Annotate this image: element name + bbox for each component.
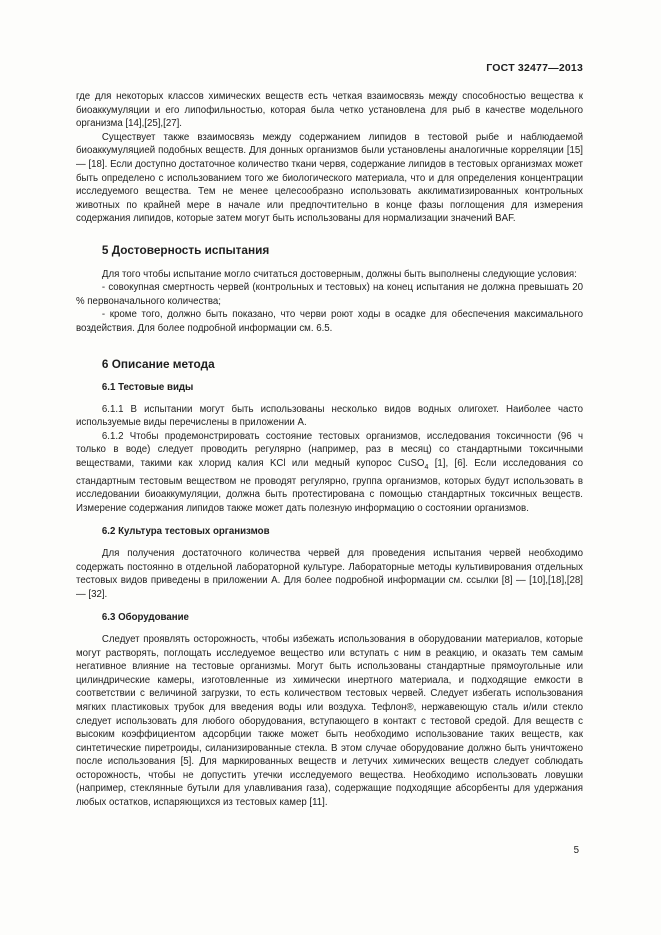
paragraph-6-3: Следует проявлять осторожность, чтобы избежать использования в оборудовании материалов, которые могут растворять, поглощать исследуемое вещество или вступать с ним в реакцию, и оказать тем самым негативное влияние на тестовые организмы. Могут быть использованы стандартные прямоугольные или цилиндрические камеры, изготовленные из химически инертного материала, и подходящие емкости в соответствии с величиной загрузки, то есть количеством тестовых червей. Следует избегать использования мягких пластиковых трубок для введения воды или воздуха. Тефлон®, нержавеющую сталь и/или стекло следует использовать для любого оборудования, вступающего в контакт с тестовой средой. Для веществ с высоким коэффициентом адсорбции также может быть необходимо использование таких веществ, как синтетические пиретроиды, силанизированные стекла. В этом случае оборудование должно быть уничтожено после использования [5]. Для маркированных веществ и летучих химических веществ следует соблюдать осторожность, чтобы не допустить утечки исследуемого вещества. Необходимо использовать ловушки (например, стеклянные бутыли для улавливания газа), содержащие подходящие абсорбенты для удержания любых остатков, испаряющихся из тестовых камер [11].: [76, 633, 583, 809]
paragraph-intro: где для некоторых классов химических веществ есть четкая взаимосвязь между способностью вещества к биоаккумуляции и его липофильностью, которая была четко установлена для рыб в качестве модельного организма [14],[25],[27].: [76, 91, 583, 130]
paragraph-6-1-2-part-a: 6.1.2 Чтобы продемонстрировать состояние тестовых организмов, исследования токсичности (96 ч только в воде) следует проводить регулярно (например, раз в месяц) со стандартными токсичными веществами, такими как хлорид калия KCl или медный купорос CuSO: [76, 430, 583, 470]
section-5-paragraph-3: - кроме того, должно быть показано, что черви роют ходы в осадке для обеспечения максимального воздействия. Для более подробной информации см. 6.5.: [76, 309, 583, 334]
section-5-paragraph-1: Для того чтобы испытание могло считаться достоверным, должны быть выполнены следующие условия:: [101, 268, 577, 280]
subsection-6-1-title: 6.1 Тестовые виды: [101, 382, 194, 394]
subsection-6-2-title: 6.2 Культура тестовых организмов: [101, 526, 270, 538]
paragraph-6-1-2: [76, 430, 583, 516]
paragraph-lipid: Существует также взаимосвязь между содержанием липидов в тестовой рыбе и наблюдаемой биоаккумуляцией подобных веществ. Для донных организмов были установлены аналогичные корреляции [15] — [18]. Если доступно достаточное количество ткани червя, содержание липидов в тестовых организмах может быть определено с использованием того же биологического материала, что и для определения концентрации исследуемого вещества. Тем не менее целесообразно использовать акклиматизированных контрольных животных по крайней мере в начале или предпочтительно в конце фазы поглощения для измерения содержания липидов, которые затем могут быть использованы для нормализации значений BAF.: [76, 131, 583, 225]
document-code: ГОСТ 32477—2013: [486, 62, 583, 74]
section-5-paragraph-2: - совокупная смертность червей (контрольных и тестовых) на конец испытания не должна превышать 20 % первоначального количества;: [76, 282, 583, 307]
paragraph-6-1-1: 6.1.1 В испытании могут быть использованы несколько видов водных олигохет. Наиболее часто используемые виды перечислены в приложении А.: [76, 403, 583, 429]
paragraph-6-2: Для получения достаточного количества червей для проведения испытания червей необходимо содержать постоянно в отдельной лабораторной культуре. Лабораторные методы культивирования отдельных тестовых видов приведены в приложении А. Для более подробной информации см. ссылки [8] — [10],[18],[28] — [32].: [76, 547, 583, 600]
subscript-4: 4: [424, 464, 429, 471]
paragraph-6-1-2-part-b: [1], [6]. Если исследования со стандартным тестовым веществом не проводят регулярно, группа организмов, которых будут использовать в исследовании биоаккумуляции, должна быть протестирована с помощью стандартных токсичных веществ. Измерение содержания липидов также может дать полезную информацию о состоянии организмов.: [76, 458, 583, 514]
section-5-title: 5 Достоверность испытания: [101, 242, 270, 257]
page-number: 5: [573, 845, 579, 856]
document-body: [76, 90, 583, 810]
section-6-title: 6 Описание метода: [101, 356, 215, 371]
subsection-6-3-title: 6.3 Оборудование: [101, 612, 189, 624]
